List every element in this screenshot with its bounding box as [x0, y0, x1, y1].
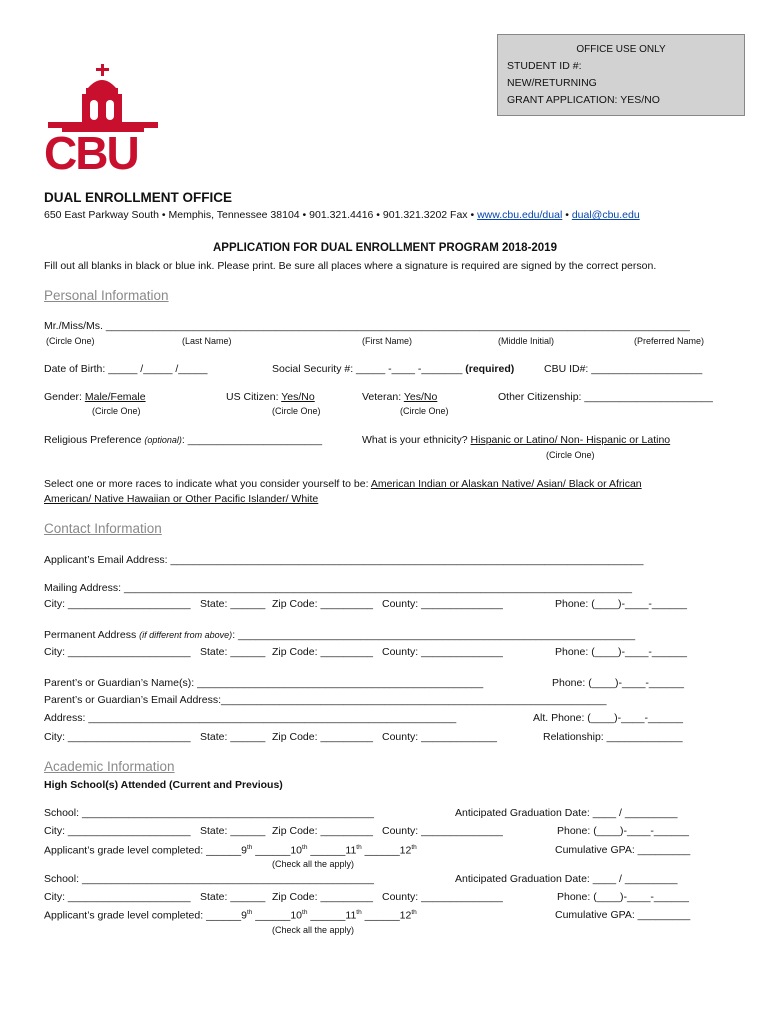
date-of-birth-field[interactable]: Date of Birth: _____ /_____ /_____: [44, 363, 208, 375]
mailing-address-field[interactable]: Mailing Address: _______________________________________________________________________________________: [44, 582, 632, 594]
mailing-city-field[interactable]: City: _____________________: [44, 598, 191, 610]
applicant-email-field[interactable]: Applicant’s Email Address: _________________________________________________________________________________: [44, 554, 644, 566]
new-returning-label: NEW/RETURNING: [507, 77, 597, 89]
school-2-gpa-field[interactable]: Cumulative GPA: _________: [555, 909, 691, 921]
school-2-phone-field[interactable]: Phone: (____)-____-______: [557, 891, 689, 903]
school-2-check-hint: (Check all the apply): [272, 925, 355, 935]
relationship-field[interactable]: Relationship: _____________: [543, 731, 683, 743]
school-1-field[interactable]: School: __________________________________________________: [44, 807, 374, 819]
school-1-zip-field[interactable]: Zip Code: _________: [272, 825, 373, 837]
guardian-state-field[interactable]: State: ______: [200, 731, 266, 743]
grade-10-suffix: th: [302, 844, 308, 851]
permanent-address-label: Permanent Address: [44, 629, 140, 641]
preferred-name-hint: (Preferred Name): [634, 336, 705, 346]
first-name-hint: (First Name): [362, 336, 412, 346]
guardian-email-field[interactable]: Parent’s or Guardian’s Email Address:__________________________________________________________________: [44, 694, 607, 706]
permanent-state-field[interactable]: State: ______: [200, 646, 266, 658]
citizen-circle-hint: (Circle One): [272, 406, 321, 416]
gender-circle-hint: (Circle One): [92, 406, 141, 416]
instructions: Fill out all blanks in black or blue ink. Please print. Be sure all places where a signature is required are signed by the correct person.: [44, 260, 657, 272]
school-1-state-field[interactable]: State: ______: [200, 825, 266, 837]
guardian-county-field[interactable]: County: _____________: [382, 731, 498, 743]
permanent-county-field[interactable]: County: ______________: [382, 646, 503, 658]
grade-10-option-2[interactable]: ______10: [252, 909, 303, 922]
us-citizen-options[interactable]: Yes/No: [281, 391, 315, 403]
school-2-zip-field[interactable]: Zip Code: _________: [272, 891, 373, 903]
permanent-address-note: (if different from above): [139, 630, 233, 640]
race-options-1[interactable]: American Indian or Alaskan Native/ Asian/ Black or African: [370, 478, 642, 490]
gender-options[interactable]: Male/Female: [84, 391, 146, 403]
guardian-phone-field[interactable]: Phone: (____)-____-______: [552, 677, 684, 689]
guardian-address-field[interactable]: Address: _______________________________________________________________: [44, 712, 457, 724]
grade-11-option-2[interactable]: ______11: [307, 909, 357, 922]
circle-one-hint: (Circle One): [46, 336, 95, 346]
grade-11-suffix: th: [356, 844, 362, 851]
social-security-field[interactable]: [272, 363, 514, 375]
grade-12-suffix: th: [411, 844, 417, 851]
grade-12-suffix-2: th: [411, 909, 417, 916]
school-1-gpa-field[interactable]: Cumulative GPA: _________: [555, 844, 691, 856]
personal-information-heading: Personal Information: [44, 288, 169, 303]
cbu-logo-text: CBU: [44, 127, 138, 179]
school-2-graduation-date-field[interactable]: Anticipated Graduation Date: ____ / _________: [455, 873, 678, 885]
email-link[interactable]: dual@cbu.edu: [571, 209, 640, 221]
grade-9-suffix: th: [246, 844, 253, 851]
school-1-grade-level-field[interactable]: [44, 844, 417, 857]
school-2-field[interactable]: School: __________________________________________________: [44, 873, 374, 885]
cbu-logo: [44, 64, 162, 179]
ethnicity-options[interactable]: Hispanic or Latino/ Non- Hispanic or Latino: [470, 434, 671, 446]
student-id-label: STUDENT ID #:: [507, 60, 582, 72]
grade-level-label: Applicant’s grade level completed: ______9: [44, 844, 247, 857]
veteran-field[interactable]: [362, 391, 437, 403]
religious-line: : _______________________: [181, 434, 323, 446]
grade-11-suffix-2: th: [356, 909, 362, 916]
ethnicity-label: What is your ethnicity?: [362, 434, 471, 446]
website-link[interactable]: www.cbu.edu/dual: [477, 209, 563, 221]
guardian-names-field[interactable]: Parent’s or Guardian’s Name(s): _________________________________________________: [44, 677, 484, 689]
permanent-city-field[interactable]: City: _____________________: [44, 646, 191, 658]
school-1-phone-field[interactable]: Phone: (____)-____-______: [557, 825, 689, 837]
race-line-1[interactable]: [44, 478, 642, 490]
veteran-label: Veteran:: [362, 391, 404, 403]
veteran-circle-hint: (Circle One): [400, 406, 449, 416]
social-security-label: Social Security #: _____ -____ -_______: [272, 363, 463, 375]
cbu-id-field[interactable]: CBU ID#: ___________________: [544, 363, 703, 375]
academic-information-heading: Academic Information: [44, 759, 175, 774]
grade-11-option[interactable]: ______11: [307, 844, 357, 857]
grant-application-label: GRANT APPLICATION: YES/NO: [507, 94, 660, 106]
permanent-address-field[interactable]: [44, 629, 635, 641]
ethnicity-circle-hint: (Circle One): [546, 450, 595, 460]
address-text: 650 East Parkway South • Memphis, Tennessee 38104 • 901.321.4416 • 901.321.3202 Fax •: [44, 209, 478, 221]
grade-10-option[interactable]: ______10: [252, 844, 303, 857]
veteran-options[interactable]: Yes/No: [403, 391, 438, 403]
office-use-box: [497, 34, 745, 116]
us-citizen-field[interactable]: [226, 391, 315, 403]
grade-9-suffix-2: th: [246, 909, 253, 916]
other-citizenship-field[interactable]: Other Citizenship: ______________________: [498, 391, 713, 403]
permanent-phone-field[interactable]: Phone: (____)-____-______: [555, 646, 687, 658]
guardian-zip-field[interactable]: Zip Code: _________: [272, 731, 373, 743]
last-name-hint: (Last Name): [182, 336, 232, 346]
guardian-city-field[interactable]: City: _____________________: [44, 731, 191, 743]
race-options-2[interactable]: American/ Native Hawaiian or Other Pacific Islander/ White: [44, 493, 319, 505]
address-separator: •: [562, 209, 572, 221]
grade-12-option[interactable]: ______12: [361, 844, 412, 857]
school-1-check-hint: (Check all the apply): [272, 859, 355, 869]
contact-information-heading: Contact Information: [44, 521, 162, 536]
alt-phone-field[interactable]: Alt. Phone: (____)-____-______: [533, 712, 684, 724]
school-2-state-field[interactable]: State: ______: [200, 891, 266, 903]
school-2-city-field[interactable]: City: _____________________: [44, 891, 191, 903]
grade-12-option-2[interactable]: ______12: [361, 909, 412, 922]
gender-field[interactable]: [44, 391, 146, 403]
ethnicity-field[interactable]: [362, 434, 670, 446]
grade-10-suffix-2: th: [302, 909, 308, 916]
middle-initial-hint: (Middle Initial): [498, 336, 555, 346]
religious-preference-field[interactable]: [44, 434, 322, 446]
application-title: APPLICATION FOR DUAL ENROLLMENT PROGRAM 2018-2019: [213, 242, 557, 254]
race-prompt: Select one or more races to indicate what you consider yourself to be:: [44, 478, 371, 490]
required-note: (required): [465, 363, 515, 375]
mailing-zip-field[interactable]: Zip Code: _________: [272, 598, 373, 610]
permanent-address-line: : ____________________________________________________________________: [232, 629, 636, 641]
permanent-zip-field[interactable]: Zip Code: _________: [272, 646, 373, 658]
gender-label: Gender:: [44, 391, 85, 403]
office-name: DUAL ENROLLMENT OFFICE: [44, 190, 232, 205]
school-2-grade-level-field[interactable]: [44, 909, 417, 922]
address-line: [44, 209, 640, 221]
high-schools-subheading: High School(s) Attended (Current and Previous): [44, 779, 283, 791]
mailing-state-field[interactable]: State: ______: [200, 598, 266, 610]
religious-label: Religious Preference: [44, 434, 145, 446]
grade-level-label-2: Applicant’s grade level completed: ______9: [44, 909, 247, 922]
school-1-county-field[interactable]: County: ______________: [382, 825, 503, 837]
name-field[interactable]: Mr./Miss/Ms. ____________________________________________________________________________________________________: [44, 320, 690, 332]
school-1-graduation-date-field[interactable]: Anticipated Graduation Date: ____ / _________: [455, 807, 678, 819]
mailing-county-field[interactable]: County: ______________: [382, 598, 503, 610]
school-2-county-field[interactable]: County: ______________: [382, 891, 503, 903]
religious-optional-note: (optional): [144, 435, 182, 445]
us-citizen-label: US Citizen:: [226, 391, 282, 403]
office-use-title: OFFICE USE ONLY: [576, 44, 666, 55]
mailing-phone-field[interactable]: Phone: (____)-____-______: [555, 598, 687, 610]
school-1-city-field[interactable]: City: _____________________: [44, 825, 191, 837]
